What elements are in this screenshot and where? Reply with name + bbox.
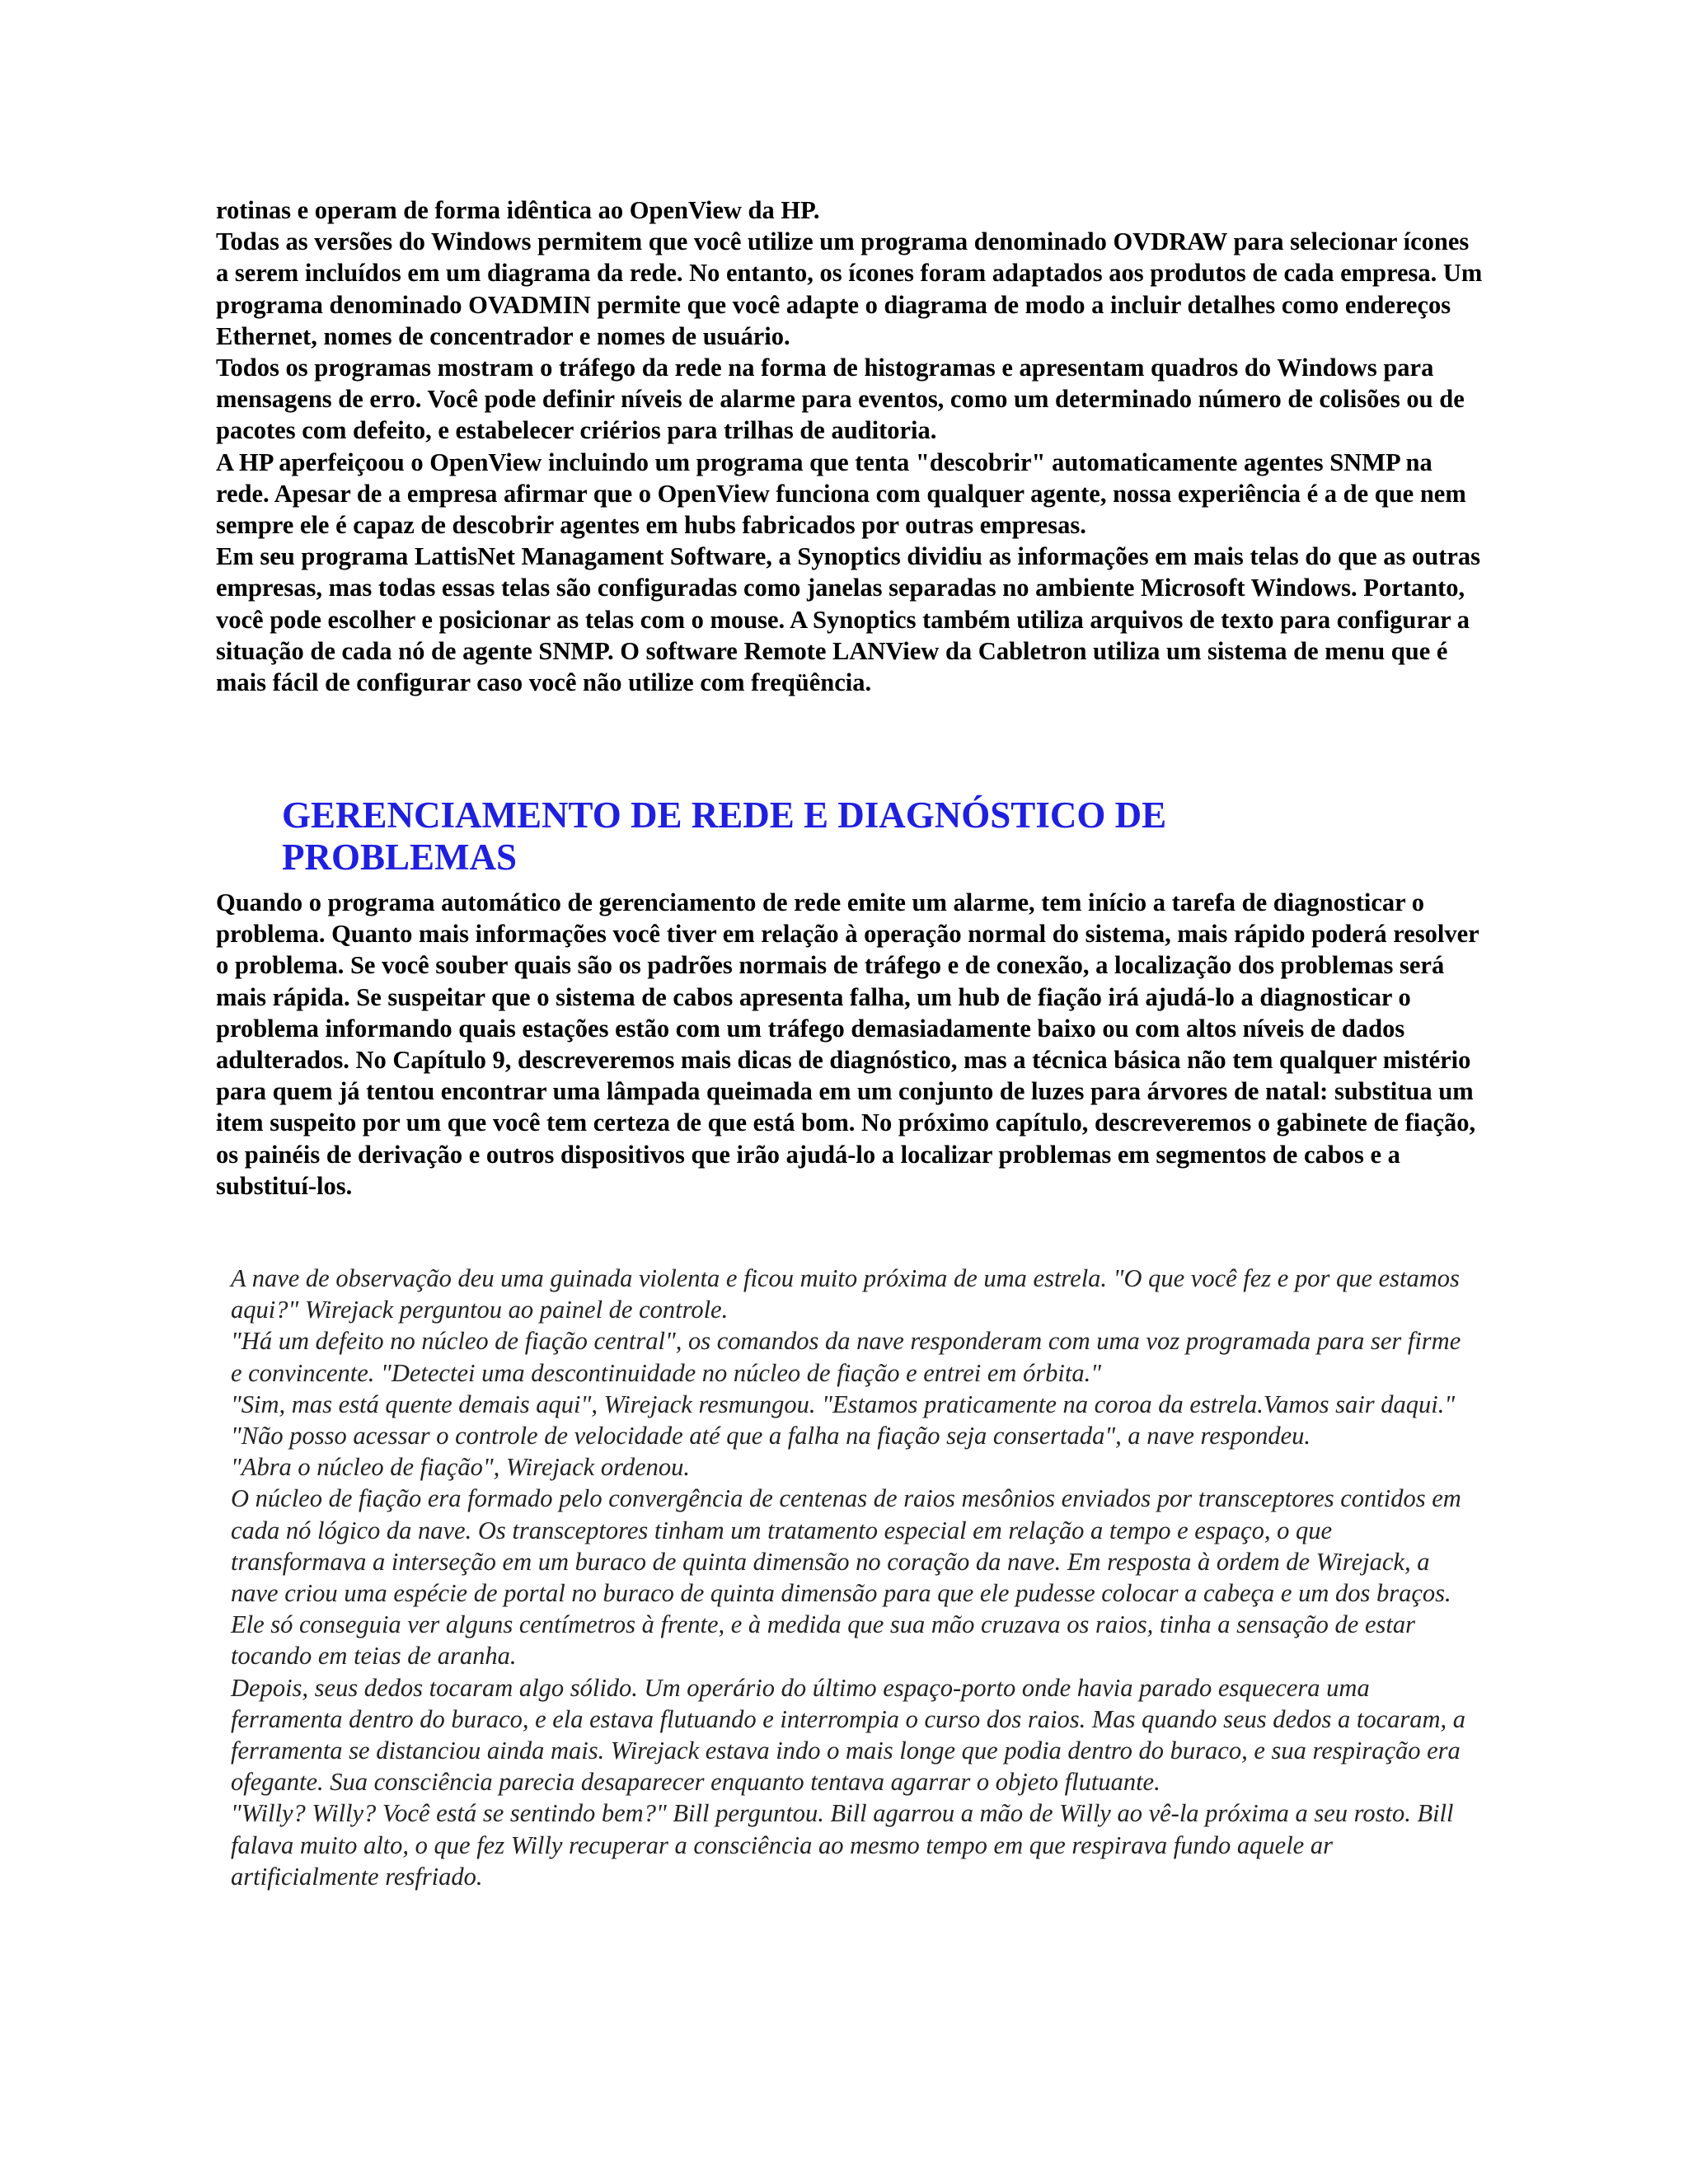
paragraph: rotinas e operam de forma idêntica ao OpenView da HP.	[216, 196, 820, 224]
section-heading: GERENCIAMENTO DE REDE E DIAGNÓSTICO DE PROBLEMAS	[282, 794, 1167, 878]
story-paragraph: "Sim, mas está quente demais aqui", Wirejack resmungou. "Estamos praticamente na coroa da estrela.Vamos sair daqui."	[231, 1390, 1456, 1418]
story-paragraph: "Abra o núcleo de fiação", Wirejack ordenou.	[231, 1453, 690, 1482]
paragraph: Em seu programa LattisNet Managament Software, a Synoptics dividiu as informações em mais telas do que as outras empresas, mas todas essas telas são configuradas como janelas separadas no ambiente Microsoft Windows. Portanto, você pode escolher e posicionar as telas com o mouse. A Synoptics também utiliza arquivos de texto para configurar a situação de cada nó de agente SNMP. O software Remote LANView da Cabletron utiliza um sistema de menu que é mais fácil de configurar caso você não utilize com freqüência.	[216, 542, 1481, 697]
paragraph: A HP aperfeiçoou o OpenView incluindo um programa que tenta "descobrir" automaticamente agentes SNMP na rede. Apesar de a empresa afirmar que o OpenView funciona com qualquer agente, nossa experiência é a de que nem sempre ele é capaz de descobrir agentes em hubs fabricados por outras empresas.	[216, 448, 1466, 540]
section-body	[216, 887, 1485, 1202]
body-text	[216, 194, 1485, 698]
story-paragraph: O núcleo de fiação era formado pelo convergência de centenas de raios mesônios enviados por transceptores contidos em cada nó lógico da nave. Os transceptores tinham um tratamento especial em relação a tempo e espaço, o que transformava a interseção em um buraco de quinta dimensão no coração da nave. Em resposta à ordem de Wirejack, a nave criou uma espécie de portal no buraco de quinta dimensão para que ele pudesse colocar a cabeça e um dos braços. Ele só conseguia ver alguns centímetros à frente, e à medida que sua mão cruzava os raios, tinha a sensação de estar tocando em teias de aranha.	[231, 1484, 1461, 1671]
story-paragraph: A nave de observação deu uma guinada violenta e ficou muito próxima de uma estrela. "O que você fez e por que estamos aqui?" Wirejack perguntou ao painel de controle.	[231, 1264, 1460, 1324]
paragraph: Todas as versões do Windows permitem que você utilize um programa denominado OVDRAW para selecionar ícones a serem incluídos em um diagrama da rede. No entanto, os ícones foram adaptados aos produtos de cada empresa. Um programa denominado OVADMIN permite que você adapte o diagrama de modo a incluir detalhes como endereços Ethernet, nomes de concentrador e nomes de usuário.	[216, 227, 1483, 350]
story-excerpt	[231, 1263, 1467, 1892]
story-paragraph: "Não posso acessar o controle de velocidade até que a falha na fiação seja consertada", a nave respondeu.	[231, 1422, 1311, 1451]
story-paragraph: "Willy? Willy? Você está se sentindo bem?" Bill perguntou. Bill agarrou a mão de Willy ao vê-la próxima a seu rosto. Bill falava muito alto, o que fez Willy recuperar a consciência ao mesmo tempo em que respirava fundo aquele ar artificialmente resfriado.	[231, 1799, 1454, 1891]
paragraph: Quando o programa automático de gerenciamento de rede emite um alarme, tem início a tarefa de diagnosticar o problema. Quanto mais informações você tiver em relação à operação normal do sistema, mais rápido poderá resolver o problema. Se você souber quais são os padrões normais de tráfego e de conexão, a localização dos problemas será mais rápida. Se suspeitar que o sistema de cabos apresenta falha, um hub de fiação irá ajudá-lo a diagnosticar o problema informando quais estações estão com um tráfego demasiadamente baixo ou com altos níveis de dados adulterados. No Capítulo 9, descreveremos mais dicas de diagnóstico, mas a técnica básica não tem qualquer mistério para quem já tentou encontrar uma lâmpada queimada em um conjunto de luzes para árvores de natal: substitua um item suspeito por um que você tem certeza de que está bom. No próximo capítulo, descreveremos o gabinete de fiação, os painéis de derivação e outros dispositivos que irão ajudá-lo a localizar problemas em segmentos de cabos e a substituí-los.	[216, 888, 1479, 1200]
story-paragraph: "Há um defeito no núcleo de fiação central", os comandos da nave responderam com uma voz programada para ser firme e convincente. "Detectei uma descontinuidade no núcleo de fiação e entrei em órbita."	[231, 1327, 1461, 1387]
story-paragraph: Depois, seus dedos tocaram algo sólido. Um operário do último espaço-porto onde havia parado esquecera uma ferramenta dentro do buraco, e ela estava flutuando e interrompia o curso dos raios. Mas quando seus dedos a tocaram, a ferramenta se distanciou ainda mais. Wirejack estava indo o mais longe que podia dentro do buraco, e sua respiração era ofegante. Sua consciência parecia desaparecer enquanto tentava agarrar o objeto flutuante.	[231, 1673, 1466, 1797]
paragraph: Todos os programas mostram o tráfego da rede na forma de histogramas e apresentam quadros do Windows para mensagens de erro. Você pode definir níveis de alarme para eventos, como um determinado número de colisões ou de pacotes com defeito, e estabelecer criérios para trilhas de auditoria.	[216, 354, 1465, 445]
